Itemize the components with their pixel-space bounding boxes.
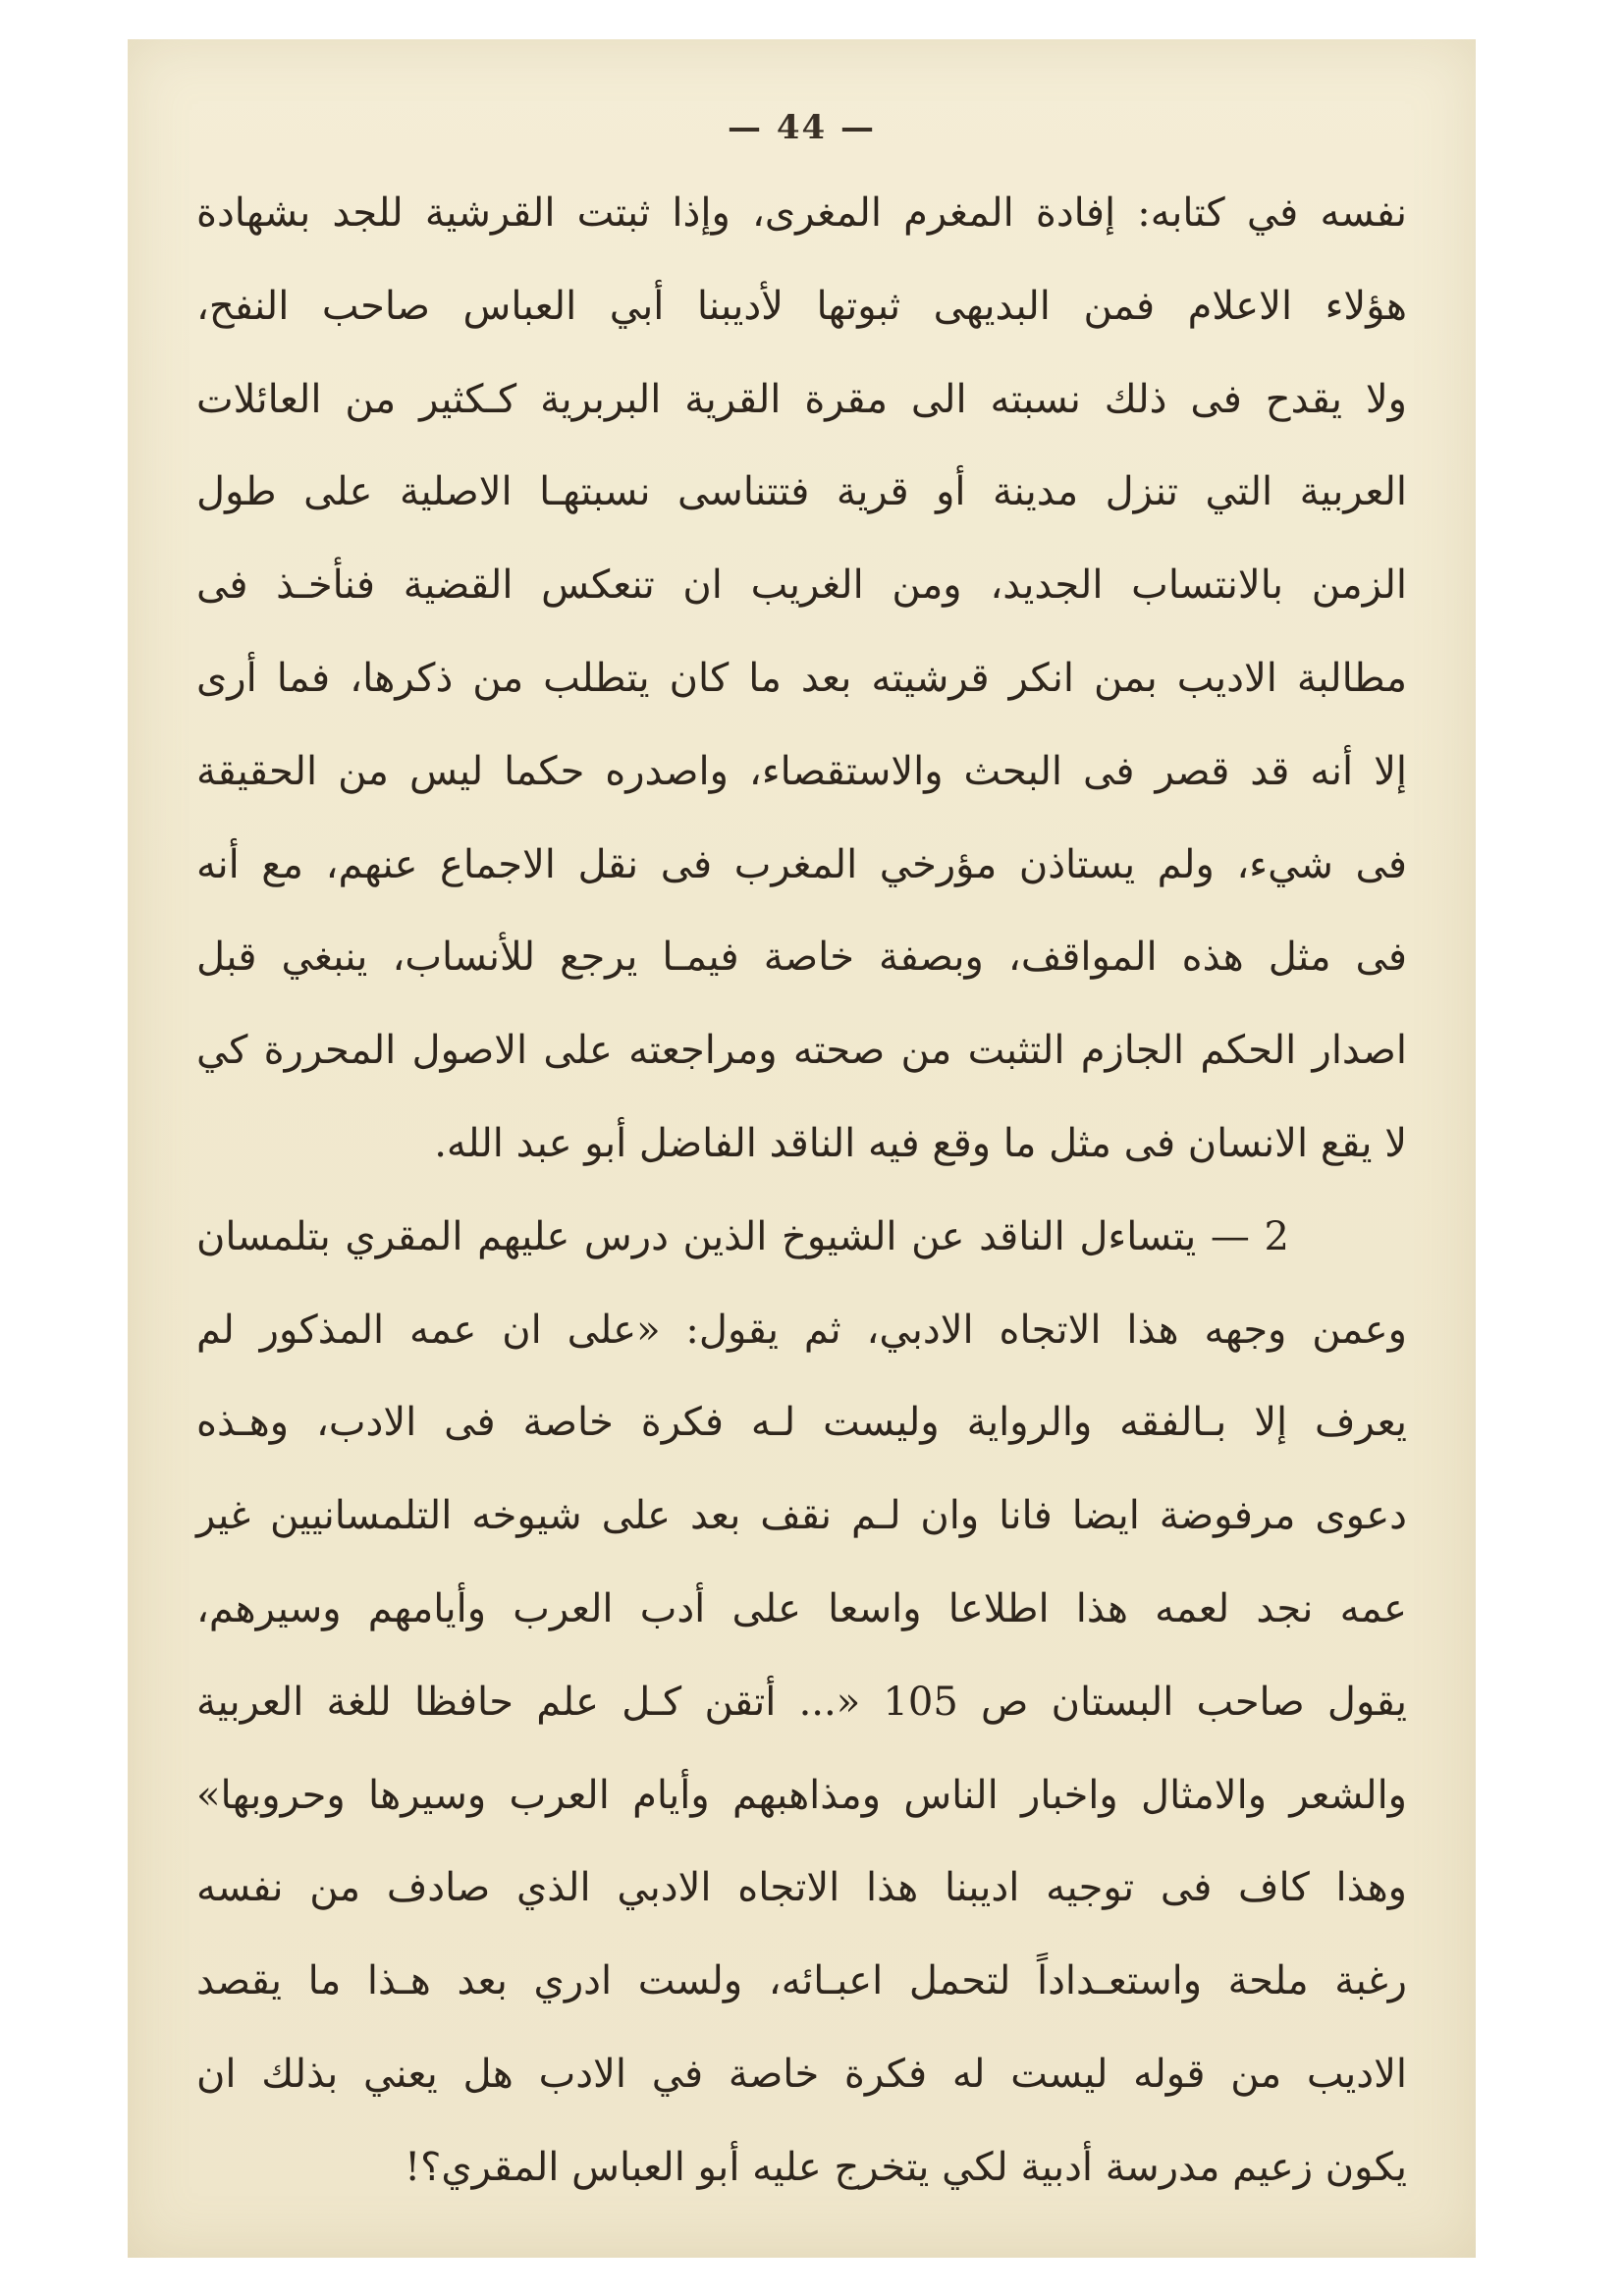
- text-line: يقول صاحب البستان ص 105 «... أتقن كـل علم حافظا للغة العربية: [196, 1679, 1408, 1725]
- text-line: فى شيء، ولم يستاذن مؤرخي المغرب فى نقل الاجماع عنهم، مع أنه: [196, 841, 1407, 887]
- text-line: يعرف إلا بـالفقه والرواية وليست لـه فكرة خاصة فى الادب، وهـذه: [196, 1400, 1407, 1446]
- text-line: رغبة ملحة واستعـداداً لتحمل اعبـائه، ولست ادري بعد هـذا ما يقصد: [196, 1958, 1407, 2004]
- text-line: فى مثل هذه المواقف، وبصفة خاصة فيمـا يرجع للأنساب، ينبغي قبل: [196, 934, 1407, 981]
- text-line: والشعر والامثال واخبار الناس ومذاهبهم وأيام العرب وسيرها وحروبها»: [196, 1772, 1407, 1818]
- text-line: العربية التي تنزل مدينة أو قرية فتتناسى نسبتهـا الاصلية على طول: [196, 469, 1407, 515]
- page-number: — 44 —: [728, 108, 876, 147]
- text-line: عمه نجد لعمه هذا اطلاعا واسعا على أدب العرب وأيامهم وسيرهم،: [196, 1585, 1407, 1631]
- text-line: الزمن بالانتساب الجديد، ومن الغريب ان تنعكس القضية فنأخـذ فى: [196, 562, 1407, 609]
- text-line: ولا يقدح فى ذلك نسبته الى مقرة القرية البربرية كـكثير من العائلات: [196, 376, 1407, 422]
- text-line: يكون زعيم مدرسة أدبية لكي يتخرج عليه أبو العباس المقري؟!: [405, 2144, 1407, 2190]
- text-line: مطالبة الاديب بمن انكر قرشيته بعد ما كان يتطلب من ذكرها، فما أرى: [196, 655, 1407, 701]
- text-line: دعوى مرفوضة ايضا فانا وان لـم نقف بعد على شيوخه التلمسانيين غير: [196, 1493, 1407, 1539]
- scanned-page: [128, 39, 1476, 2258]
- text-line: اصدار الحكم الجازم التثبت من صحته ومراجعته على الاصول المحررة كي: [196, 1028, 1407, 1074]
- text-line: وهذا كاف فى توجيه اديبنا هذا الاتجاه الادبي الذي صادف من نفسه: [196, 1865, 1407, 1911]
- paragraph-1: [196, 167, 1407, 1191]
- text-line: لا يقع الانسان فى مثل ما وقع فيه الناقد الفاضل أبو عبد الله.: [434, 1120, 1407, 1166]
- text-line: 2 — يتساءل الناقد عن الشيوخ الذين درس عليهم المقري بتلمسان: [196, 1213, 1289, 1259]
- paragraph-2: [196, 1191, 1407, 2215]
- text-line: هؤلاء الاعلام فمن البديهى ثبوتها لأديبنا أبي العباس صاحب النفح،: [196, 283, 1407, 329]
- body-text: [196, 167, 1407, 2215]
- text-line: وعمن وجهه هذا الاتجاه الادبي، ثم يقول: «على ان عمه المذكور لم: [196, 1307, 1407, 1353]
- text-line: الاديب من قوله ليست له فكرة خاصة في الادب هل يعني بذلك ان: [196, 2051, 1407, 2097]
- text-line: نفسه في كتابه: إفادة المغرم المغرى، وإذا ثبتت القرشية للجد بشهادة: [196, 190, 1407, 236]
- text-line: إلا أنه قد قصر فى البحث والاستقصاء، واصدره حكما ليس من الحقيقة: [196, 748, 1407, 794]
